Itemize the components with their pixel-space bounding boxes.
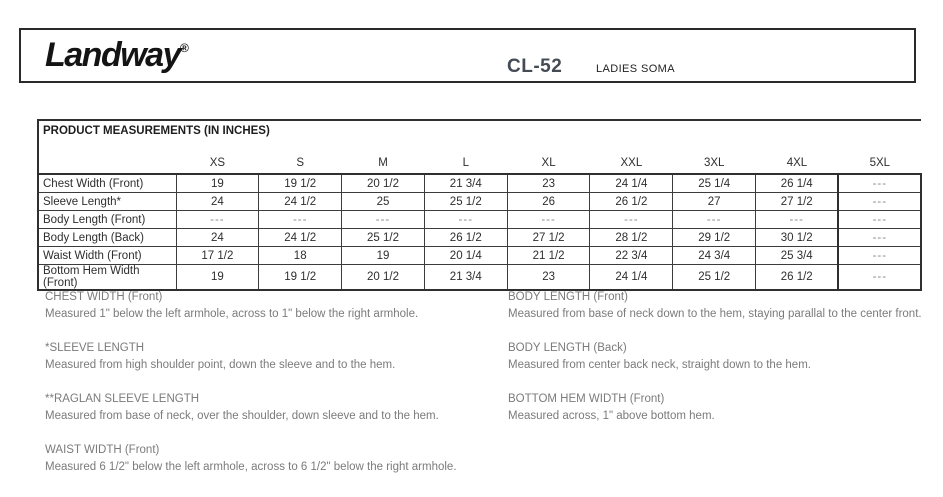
measurement-value: 28 1/2 xyxy=(590,229,673,247)
definition-section xyxy=(45,444,490,473)
definition-body: Measured from base of neck down to the hem, staying parallal to the center front. xyxy=(508,308,922,320)
measurement-value: 21 3/4 xyxy=(424,174,507,193)
measurement-value: 25 xyxy=(342,193,425,211)
row-label: Sleeve Length* xyxy=(38,193,176,211)
measurement-value: 23 xyxy=(507,174,590,193)
definition-body: Measured 1" below the left armhole, across to 1" below the right armhole. xyxy=(45,308,419,320)
size-header-spacer xyxy=(38,149,176,174)
table-title-row xyxy=(38,120,921,149)
measurement-value: 27 1/2 xyxy=(756,193,839,211)
definition-heading: CHEST WIDTH (Front) xyxy=(45,291,163,303)
size-header-l: L xyxy=(462,157,469,169)
measurement-value: 24 xyxy=(176,193,259,211)
row-label: Body Length (Back) xyxy=(38,229,176,247)
measurement-value: --- xyxy=(838,174,921,193)
measurements-body xyxy=(38,174,921,290)
measurement-value: 20 1/2 xyxy=(342,174,425,193)
definitions-left xyxy=(45,291,490,495)
measurement-value: 30 1/2 xyxy=(756,229,839,247)
measurement-value: 26 xyxy=(507,193,590,211)
measurement-value: 17 1/2 xyxy=(176,247,259,265)
definition-heading: WAIST WIDTH (Front) xyxy=(45,444,160,456)
measurement-value: --- xyxy=(424,211,507,229)
definition-heading: *SLEEVE LENGTH xyxy=(45,342,145,354)
definition-section xyxy=(508,393,943,422)
measurement-value: 25 1/2 xyxy=(673,265,756,291)
measurement-value: 19 xyxy=(176,174,259,193)
table-row xyxy=(38,229,921,247)
product-name: LADIES SOMA xyxy=(596,63,675,75)
definition-heading: BODY LENGTH (Front) xyxy=(508,291,628,303)
measurement-value: --- xyxy=(590,211,673,229)
table-row xyxy=(38,247,921,265)
brand-header-box xyxy=(19,28,916,83)
measurement-value: 24 xyxy=(176,229,259,247)
measurement-value: --- xyxy=(838,229,921,247)
measurement-value: 18 xyxy=(259,247,342,265)
definition-heading: BOTTOM HEM WIDTH (Front) xyxy=(508,393,665,405)
measurement-value: 22 3/4 xyxy=(590,247,673,265)
measurement-value: --- xyxy=(507,211,590,229)
measurement-value: 19 1/2 xyxy=(259,174,342,193)
definition-section xyxy=(508,291,943,320)
measurement-value: 29 1/2 xyxy=(673,229,756,247)
table-row xyxy=(38,211,921,229)
measurement-value: --- xyxy=(838,193,921,211)
measurements-table xyxy=(37,119,922,291)
measurement-value: --- xyxy=(176,211,259,229)
size-header-xxl: XXL xyxy=(620,157,643,169)
trademark-symbol: ® xyxy=(179,40,189,55)
size-header-s: S xyxy=(296,157,305,169)
measurement-value: 25 1/2 xyxy=(424,193,507,211)
measurement-value: 24 1/4 xyxy=(590,174,673,193)
measurement-value: 19 xyxy=(176,265,259,291)
row-label: Body Length (Front) xyxy=(38,211,176,229)
brand-logo xyxy=(45,36,189,75)
measurement-value: 21 1/2 xyxy=(507,247,590,265)
definition-section xyxy=(45,342,490,371)
measurement-value: 26 1/2 xyxy=(424,229,507,247)
size-header-m: M xyxy=(378,157,388,169)
measurement-value: --- xyxy=(838,211,921,229)
measurement-value: 26 1/4 xyxy=(756,174,839,193)
size-header-4xl: 4XL xyxy=(786,157,808,169)
definition-body: Measured from center back neck, straight down to the hem. xyxy=(508,359,811,371)
style-code: CL-52 xyxy=(507,56,563,77)
measurement-value: 26 1/2 xyxy=(756,265,839,291)
table-row xyxy=(38,174,921,193)
measurement-value: 25 1/4 xyxy=(673,174,756,193)
measurement-value: 25 3/4 xyxy=(756,247,839,265)
measurement-value: 21 3/4 xyxy=(424,265,507,291)
measurement-value: 25 1/2 xyxy=(342,229,425,247)
measurement-value: 24 3/4 xyxy=(673,247,756,265)
definition-body: Measured 6 1/2" below the left armhole, across to 6 1/2" below the right armhole. xyxy=(45,461,457,473)
measurement-value: --- xyxy=(756,211,839,229)
measurement-value: --- xyxy=(342,211,425,229)
definition-body: Measured from base of neck, over the shoulder, down sleeve and to the hem. xyxy=(45,410,439,422)
size-header-5xl: 5XL xyxy=(869,157,891,169)
measurement-value: 27 xyxy=(673,193,756,211)
brand-logo-text: Landway xyxy=(45,36,180,74)
size-header-row xyxy=(38,149,921,174)
measurement-value: 24 1/2 xyxy=(259,229,342,247)
measurement-value: --- xyxy=(838,265,921,291)
measurement-value: 19 1/2 xyxy=(259,265,342,291)
table-row xyxy=(38,193,921,211)
size-header-xl: XL xyxy=(541,157,556,169)
row-label: Chest Width (Front) xyxy=(38,174,176,193)
row-label: Waist Width (Front) xyxy=(38,247,176,265)
measurement-value: --- xyxy=(838,247,921,265)
definition-section xyxy=(45,291,490,320)
definition-body: Measured from high shoulder point, down the sleeve and to the hem. xyxy=(45,359,396,371)
measurement-value: --- xyxy=(673,211,756,229)
table-title: PRODUCT MEASUREMENTS (IN INCHES) xyxy=(38,120,921,149)
measurement-value: 24 1/2 xyxy=(259,193,342,211)
measurement-value: --- xyxy=(259,211,342,229)
size-header-xs: XS xyxy=(209,157,226,169)
definitions-right xyxy=(508,291,943,444)
measurement-value: 20 1/4 xyxy=(424,247,507,265)
measurement-value: 23 xyxy=(507,265,590,291)
measurement-value: 27 1/2 xyxy=(507,229,590,247)
size-header-3xl: 3XL xyxy=(703,157,725,169)
row-label: Bottom Hem Width (Front) xyxy=(38,265,176,291)
measurement-value: 19 xyxy=(342,247,425,265)
definition-section xyxy=(45,393,490,422)
definition-body: Measured across, 1" above bottom hem. xyxy=(508,410,715,422)
definition-heading: **RAGLAN SLEEVE LENGTH xyxy=(45,393,200,405)
measurement-value: 20 1/2 xyxy=(342,265,425,291)
definition-heading: BODY LENGTH (Back) xyxy=(508,342,627,354)
measurement-value: 26 1/2 xyxy=(590,193,673,211)
measurement-value: 24 1/4 xyxy=(590,265,673,291)
definition-section xyxy=(508,342,943,371)
table-row xyxy=(38,265,921,291)
